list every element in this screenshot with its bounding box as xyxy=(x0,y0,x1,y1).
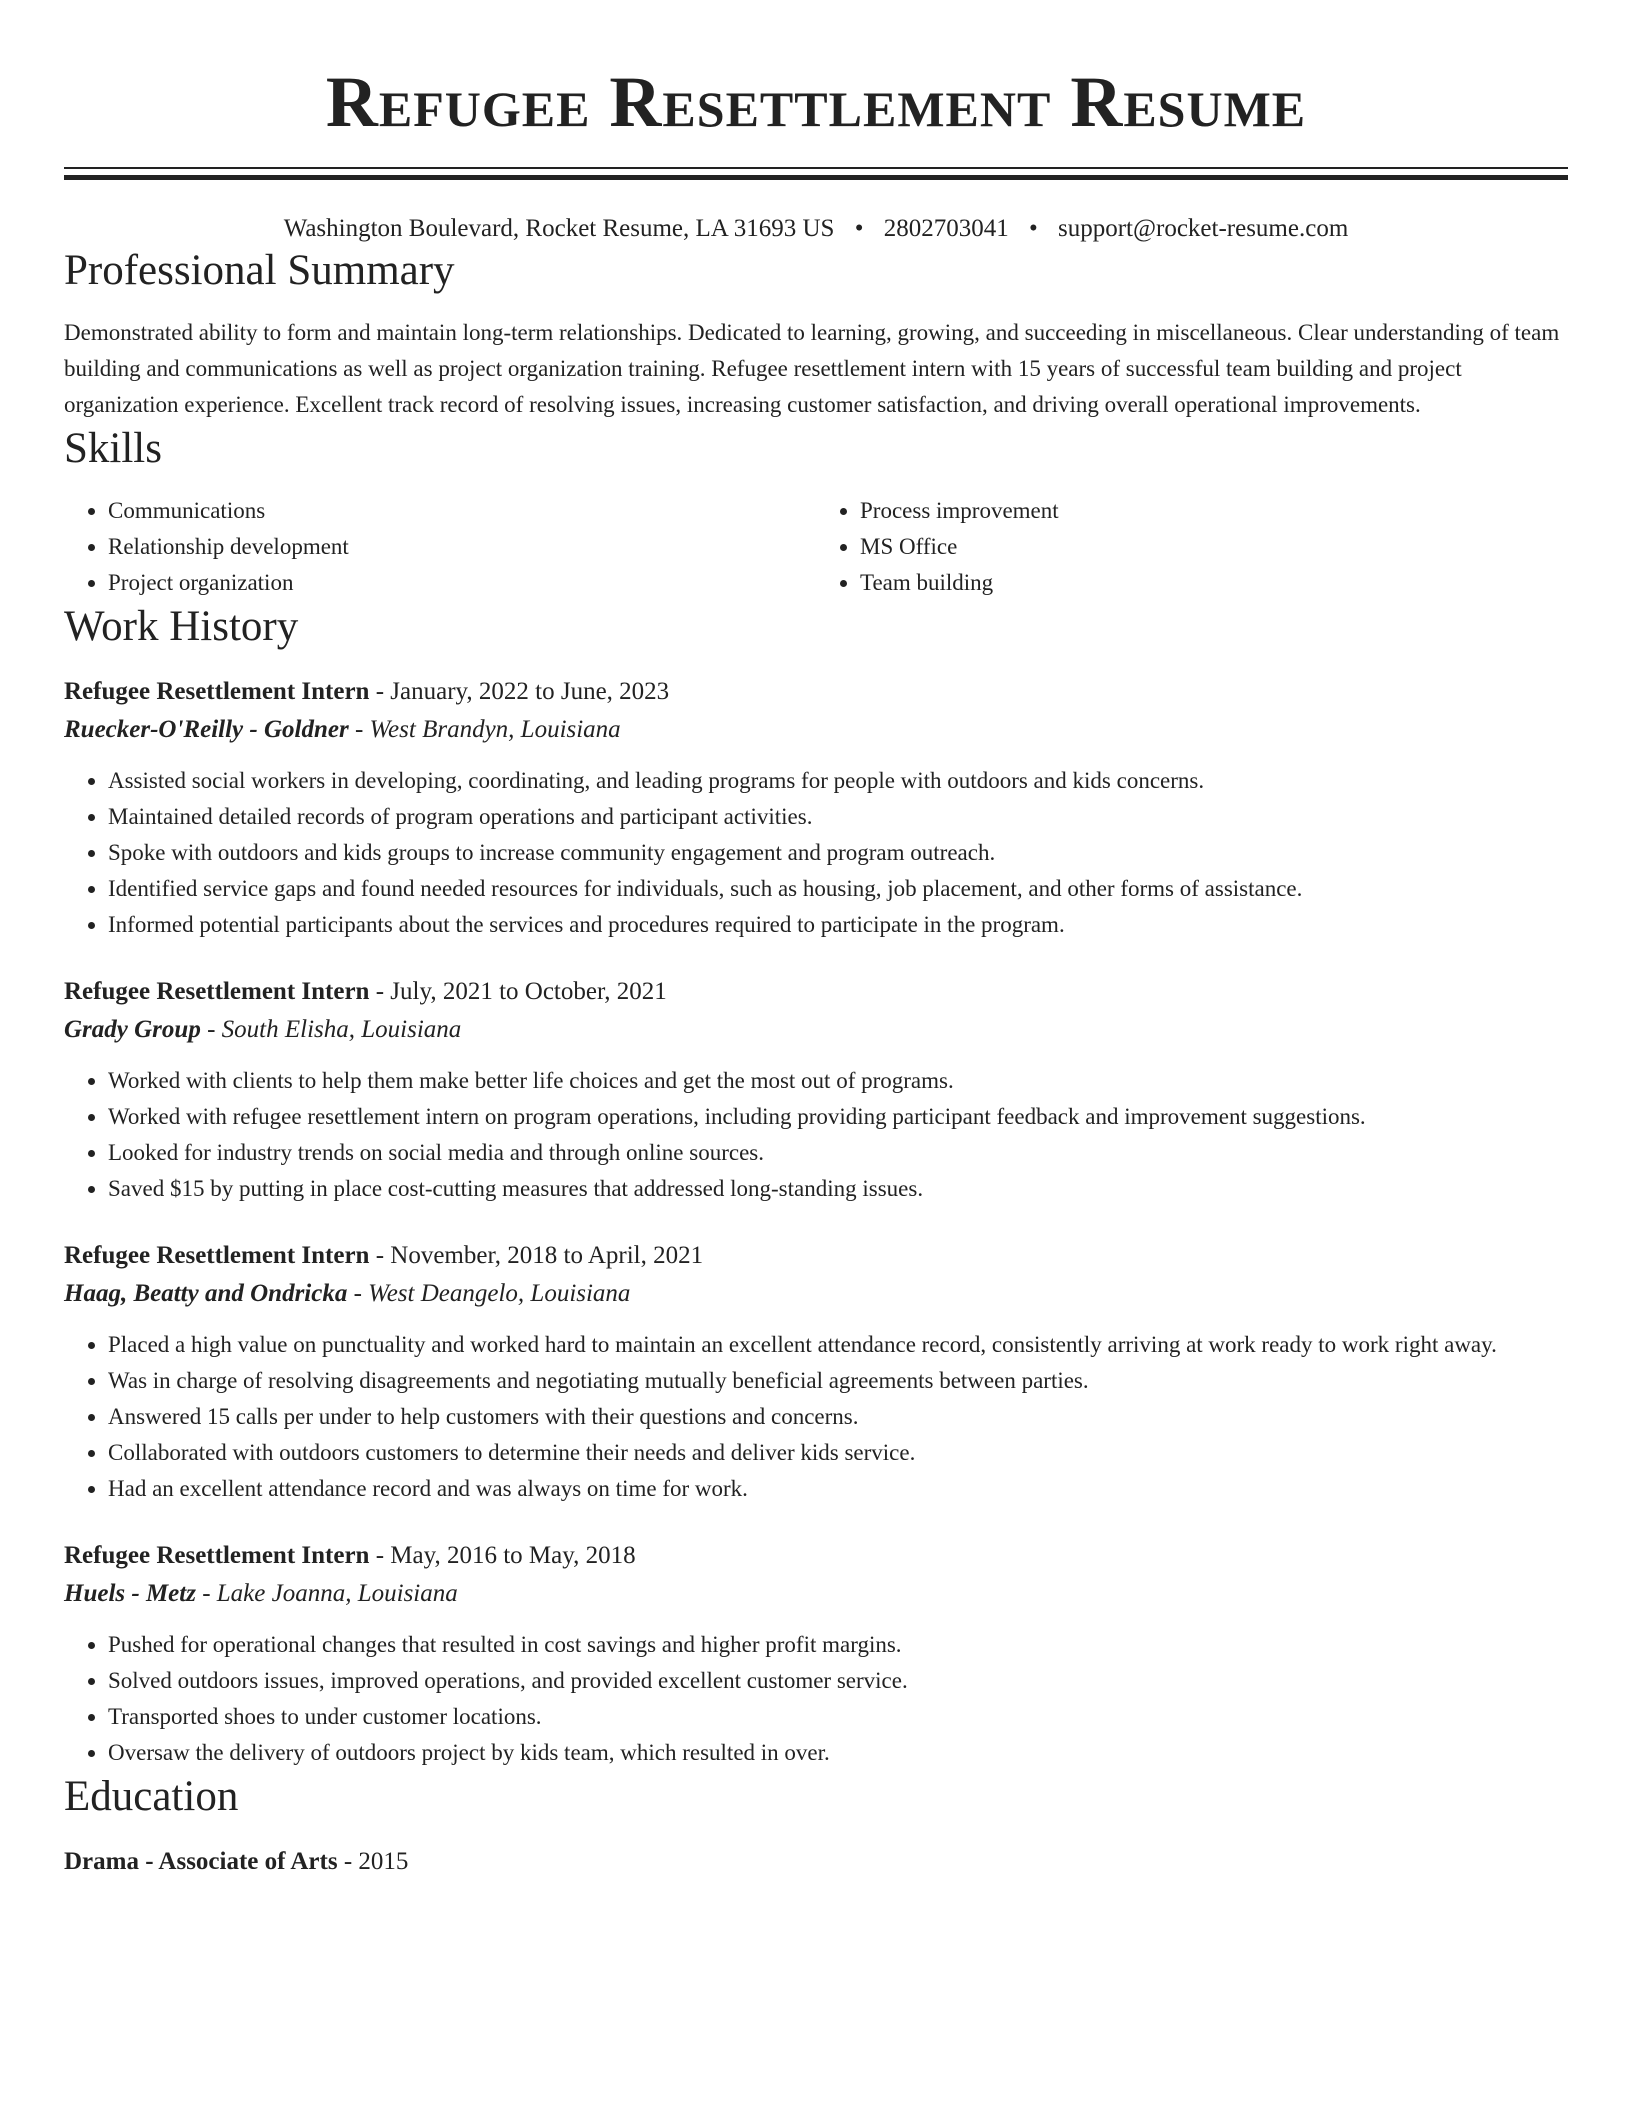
job-bullets xyxy=(64,763,1568,943)
job-bullet: • Maintained detailed records of program operations and participant activities. xyxy=(108,799,1568,835)
job-bullet: • Spoke with outdoors and kids groups to increase community engagement and program outreach. xyxy=(108,835,1568,871)
job-bullet: • Collaborated with outdoors customers to determine their needs and deliver kids service. xyxy=(108,1435,1568,1471)
skill-item: • Project organization xyxy=(108,565,816,601)
job-bullets xyxy=(64,1627,1568,1771)
job-bullet: • Pushed for operational changes that resulted in cost savings and higher profit margins. xyxy=(108,1627,1568,1663)
education-entry xyxy=(64,1843,1568,1881)
job-entry xyxy=(64,1537,1568,1771)
job-role: Refugee Resettlement Intern xyxy=(64,1542,370,1569)
job-company: Grady Group xyxy=(64,1016,201,1043)
job-entry xyxy=(64,973,1568,1207)
contact-phone: 2802703041 xyxy=(883,215,1009,242)
job-entry xyxy=(64,1237,1568,1507)
job-entry xyxy=(64,673,1568,943)
skills-column-left xyxy=(64,493,816,601)
job-company-line xyxy=(64,1275,1568,1313)
job-location: - Lake Joanna, Louisiana xyxy=(195,1580,458,1607)
work-history-heading: Work History xyxy=(64,603,299,650)
job-company: Huels - Metz xyxy=(64,1580,196,1607)
job-bullet: • Worked with refugee resettlement intern on program operations, including providing participant feedback and improvement suggestions. xyxy=(108,1099,1568,1135)
job-title-line xyxy=(64,1537,1568,1575)
skill-item: • Communications xyxy=(108,493,816,529)
job-bullet: • Identified service gaps and found needed resources for individuals, such as housing, job placement, and other forms of assistance. xyxy=(108,871,1568,907)
skill-item: • Relationship development xyxy=(108,529,816,565)
contact-separator: • xyxy=(1028,215,1038,242)
summary-text: Demonstrated ability to form and maintain long-term relationships. Dedicated to learning, growing, and succeeding in miscellaneous. Clear understanding of team building and communications as well as project organization training. Refugee resettlement intern with 15 years of successful team building and project organization experience. Excellent track record of resolving issues, increasing customer satisfaction, and driving overall operational improvements. xyxy=(64,320,1560,417)
job-company-line xyxy=(64,711,1568,749)
education-heading: Education xyxy=(64,1773,239,1820)
job-bullet: • Informed potential participants about the services and procedures required to participate in the program. xyxy=(108,907,1568,943)
job-bullet: • Oversaw the delivery of outdoors project by kids team, which resulted in over. xyxy=(108,1735,1568,1771)
job-bullet: • Worked with clients to help them make better life choices and get the most out of programs. xyxy=(108,1063,1568,1099)
job-company: Haag, Beatty and Ondricka xyxy=(64,1280,348,1307)
education-degree: Drama - Associate of Arts xyxy=(64,1848,338,1875)
job-role: Refugee Resettlement Intern xyxy=(64,1242,370,1269)
job-company-line xyxy=(64,1575,1568,1613)
title-divider-thick xyxy=(64,175,1568,180)
skill-item: • MS Office xyxy=(860,529,1568,565)
job-role: Refugee Resettlement Intern xyxy=(64,678,370,705)
job-dates: - January, 2022 to June, 2023 xyxy=(369,678,670,705)
contact-separator: • xyxy=(854,215,864,242)
job-dates: - May, 2016 to May, 2018 xyxy=(369,1542,636,1569)
job-company: Ruecker-O'Reilly - Goldner xyxy=(64,716,349,743)
job-bullet: • Transported shoes to under customer locations. xyxy=(108,1699,1568,1735)
resume-title: Refugee Resettlement Resume xyxy=(325,62,1307,142)
skills-column-right xyxy=(816,493,1568,601)
job-bullet: • Looked for industry trends on social media and through online sources. xyxy=(108,1135,1568,1171)
skill-item: • Team building xyxy=(860,565,1568,601)
skill-item: • Process improvement xyxy=(860,493,1568,529)
job-title-line xyxy=(64,673,1568,711)
job-bullets xyxy=(64,1063,1568,1207)
education-year: - 2015 xyxy=(337,1848,409,1875)
job-role: Refugee Resettlement Intern xyxy=(64,978,370,1005)
job-bullet: • Was in charge of resolving disagreements and negotiating mutually beneficial agreements between parties. xyxy=(108,1363,1568,1399)
job-title-line xyxy=(64,1237,1568,1275)
job-dates: - November, 2018 to April, 2021 xyxy=(369,1242,704,1269)
summary-heading: Professional Summary xyxy=(64,247,455,294)
job-bullet: • Saved $15 by putting in place cost-cutting measures that addressed long-standing issues. xyxy=(108,1171,1568,1207)
job-dates: - July, 2021 to October, 2021 xyxy=(369,978,667,1005)
job-location: - West Deangelo, Louisiana xyxy=(347,1280,631,1307)
job-bullet: • Assisted social workers in developing, coordinating, and leading programs for people with outdoors and kids concerns. xyxy=(108,763,1568,799)
job-bullet: • Answered 15 calls per under to help customers with their questions and concerns. xyxy=(108,1399,1568,1435)
job-location: - West Brandyn, Louisiana xyxy=(348,716,621,743)
job-title-line xyxy=(64,973,1568,1011)
job-bullets xyxy=(64,1327,1568,1507)
job-bullet: • Solved outdoors issues, improved operations, and provided excellent customer service. xyxy=(108,1663,1568,1699)
skills-list xyxy=(64,493,1568,601)
job-location: - South Elisha, Louisiana xyxy=(200,1016,462,1043)
job-company-line xyxy=(64,1011,1568,1049)
job-bullet: • Had an excellent attendance record and was always on time for work. xyxy=(108,1471,1568,1507)
contact-email: support@rocket-resume.com xyxy=(1057,215,1349,242)
contact-line xyxy=(64,213,1568,245)
contact-address: Washington Boulevard, Rocket Resume, LA 31693 US xyxy=(283,215,835,242)
title-divider-thin xyxy=(64,167,1568,169)
job-bullet: • Placed a high value on punctuality and worked hard to maintain an excellent attendance record, consistently arriving at work ready to work right away. xyxy=(108,1327,1568,1363)
skills-heading: Skills xyxy=(64,425,162,472)
